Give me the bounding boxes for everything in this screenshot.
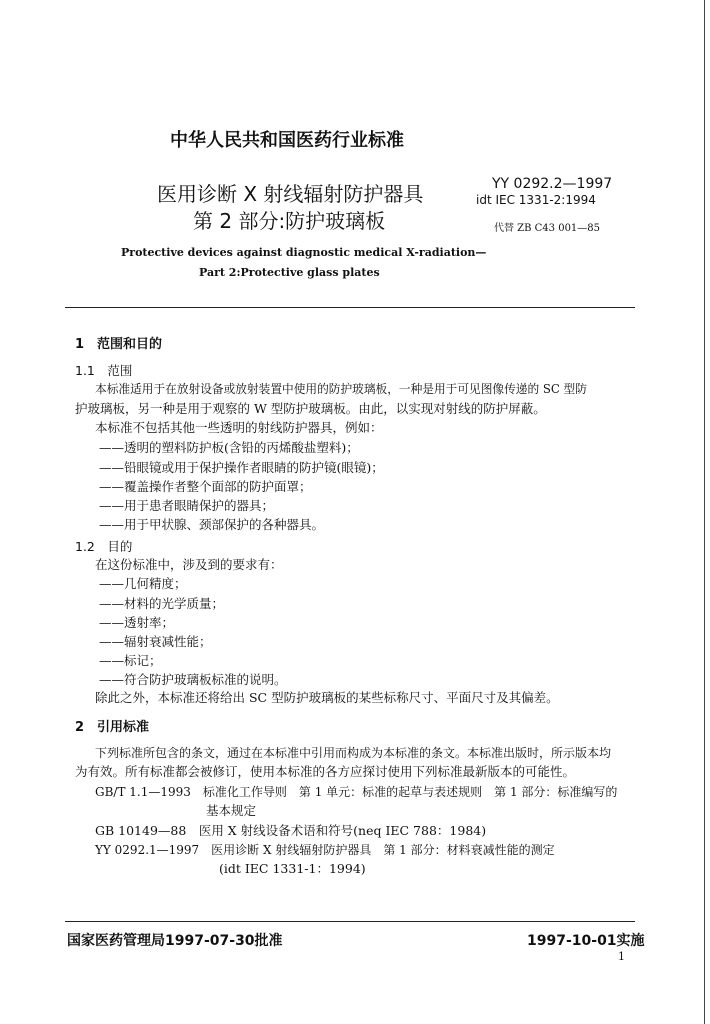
- scope-paragraph-line2: 护玻璃板，另一种是用于观察的 W 型防护玻璃板。由此，以实现对射线的防护屏蔽。: [75, 401, 546, 416]
- list-item: ——透射率；: [99, 615, 175, 630]
- document-title-line1: 医用诊断 X 射线辐射防护器具: [157, 182, 424, 206]
- reference-entry: GB 10149—88 医用 X 射线设备术语和符号(neq IEC 788：1984): [95, 823, 487, 838]
- references-paragraph-line2: 为有效。所有标准都会被修订，使用本标准的各方应探讨使用下列标准最新版本的可能性。: [75, 764, 576, 779]
- list-item: ——透明的塑料防护板(含铅的丙烯酸盐塑料)；: [99, 440, 359, 455]
- section1-2-heading: 1.2 目的: [75, 539, 133, 554]
- list-item: ——符合防护玻璃板标准的说明。: [99, 672, 287, 687]
- list-item: ——几何精度；: [99, 576, 187, 591]
- reference-entry: YY 0292.1—1997 医用诊断 X 射线辐射防护器具 第 1 部分：材料衰减性能的测定: [95, 843, 555, 857]
- section1-heading: 1 范围和目的: [75, 337, 163, 352]
- scan-edge-line: [704, 0, 705, 1024]
- standard-number: YY 0292.2—1997: [492, 176, 613, 192]
- list-item: ——材料的光学质量；: [99, 596, 225, 611]
- org-title: 中华人民共和国医药行业标准: [170, 130, 404, 151]
- reference-entry-continuation: 基本规定: [206, 803, 257, 818]
- list-item: ——铅眼镜或用于保护操作者眼睛的防护镜(眼镜)；: [99, 460, 384, 475]
- document-title-line2: 第 2 部分:防护玻璃板: [193, 209, 386, 233]
- purpose-closing-paragraph: 除此之外，本标准还将给出 SC 型防护玻璃板的某些标称尺寸、平面尺寸及其偏差。: [95, 690, 559, 705]
- implementation-date: 1997-10-01实施: [527, 933, 645, 949]
- list-item: ——标记；: [99, 653, 162, 668]
- list-item: ——辐射衰减性能；: [99, 634, 212, 649]
- header-divider: [65, 307, 635, 308]
- list-item: ——用于患者眼睛保护的器具；: [99, 498, 275, 513]
- reference-entry: GB/T 1.1—1993 标准化工作导则 第 1 单元：标准的起草与表述规则 第 1 部分：标准编写的: [95, 785, 618, 799]
- list-item: ——用于甲状腺、颈部保护的各种器具。: [99, 517, 325, 532]
- approval-line: 国家医药管理局1997-07-30批准: [67, 933, 283, 949]
- idt-reference: idt IEC 1331-2:1994: [476, 193, 596, 207]
- english-title-line1: Protective devices against diagnostic medical X-radiation—: [121, 246, 487, 259]
- section2-heading: 2 引用标准: [75, 720, 150, 735]
- scope-exclusions-intro: 本标准不包括其他一些透明的射线防护器具，例如：: [95, 420, 383, 435]
- page-number: 1: [618, 950, 625, 963]
- references-paragraph-line1: 下列标准所包含的条文，通过在本标准中引用而构成为本标准的条文。本标准出版时，所示版本均: [95, 746, 612, 760]
- list-item: ——覆盖操作者整个面部的防护面罩；: [99, 479, 312, 494]
- footer-divider: [65, 921, 635, 922]
- reference-entry-continuation: (idt IEC 1331-1：1994): [219, 861, 366, 876]
- section1-1-heading: 1.1 范围: [75, 363, 133, 378]
- english-title-line2: Part 2:Protective glass plates: [199, 266, 380, 279]
- scope-paragraph-line1: 本标准适用于在放射设备或放射装置中使用的防护玻璃板，一种是用于可见图像传递的 SC 型防: [95, 382, 587, 396]
- replaces-standard: 代替 ZB C43 001—85: [494, 223, 601, 234]
- purpose-intro: 在这份标准中，涉及到的要求有：: [95, 557, 283, 572]
